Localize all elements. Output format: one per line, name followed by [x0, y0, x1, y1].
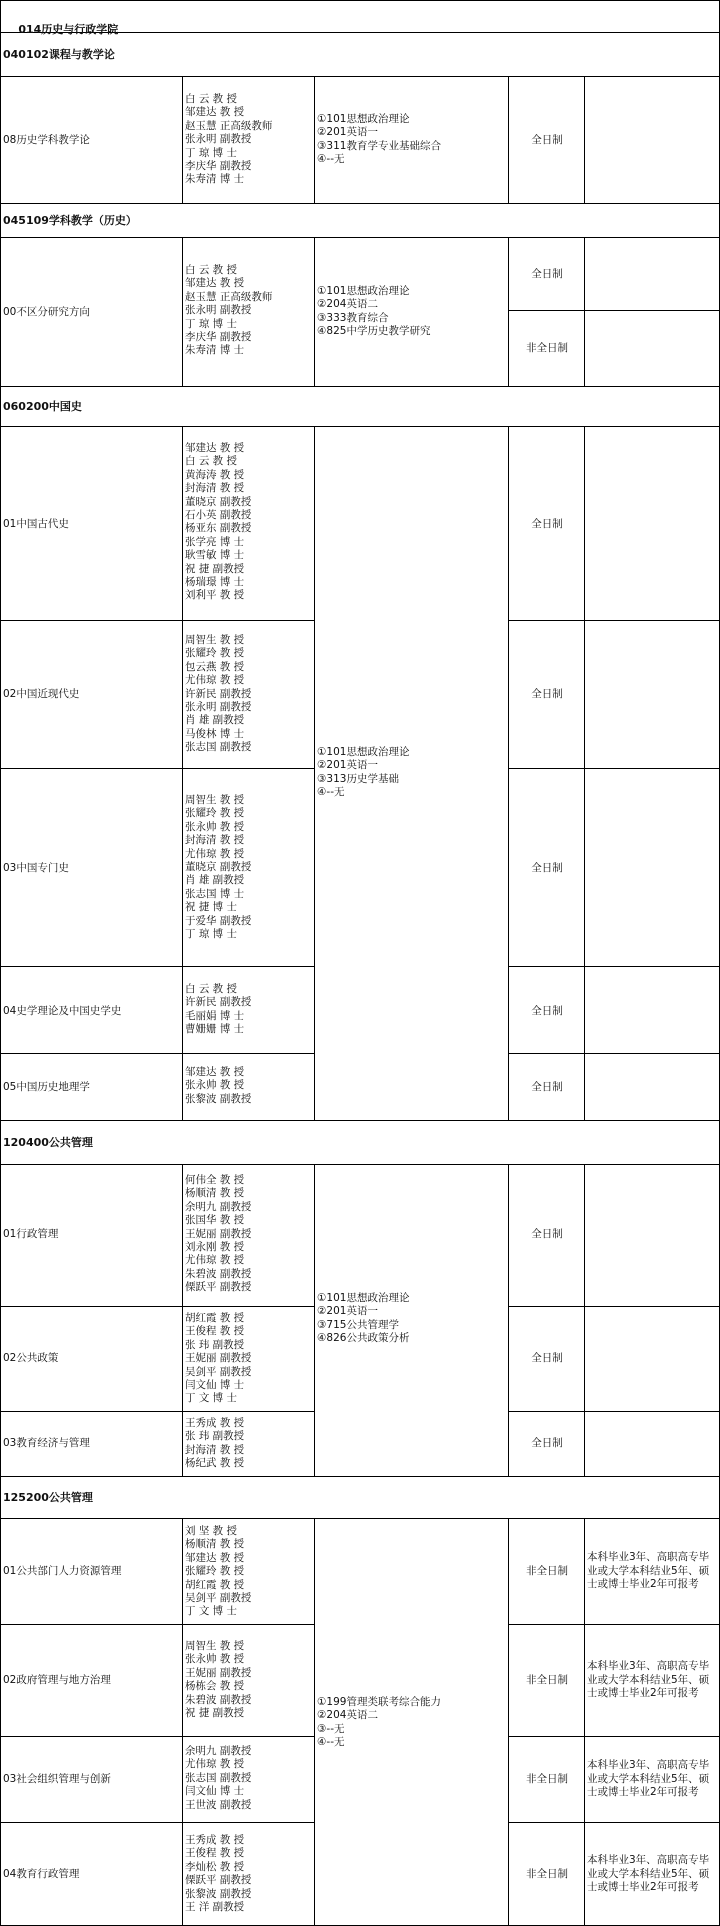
- row-divider: [0, 203, 720, 204]
- advisor-list: [185, 442, 251, 603]
- row-divider: [0, 386, 720, 387]
- row-divider: [0, 1306, 315, 1307]
- advisor: 杨亚东 副教授: [185, 522, 252, 535]
- advisor: 封海清 教 授: [185, 482, 245, 495]
- advisor: 李灿松 教 授: [185, 1860, 245, 1873]
- advisor: 耿雪敏 博 士: [185, 549, 245, 562]
- row-divider: [0, 768, 315, 769]
- advisor: 张永明 副教授: [185, 700, 252, 713]
- row-divider: [0, 966, 315, 967]
- advisor: 杨纪武 教 授: [185, 1457, 245, 1470]
- advisor: 杨顺清 教 授: [185, 1538, 245, 1551]
- column-divider: [314, 1164, 315, 1476]
- direction-name: 01行政管理: [3, 1228, 59, 1240]
- advisor: 张永明 副教授: [185, 304, 252, 317]
- remark: 本科毕业3年、高职高专毕业或大学本科结业5年、硕士或博士毕业2年可报考: [587, 1854, 710, 1893]
- advisor: 白 云 教 授: [185, 93, 238, 105]
- advisor: 尤伟琼 教 授: [185, 1758, 245, 1771]
- advisor: 王俊程 教 授: [185, 1325, 245, 1338]
- study-mode: 非全日制: [526, 1565, 568, 1577]
- advisor: 朱寿清 博 士: [185, 344, 245, 357]
- advisor: 石小英 副教授: [185, 508, 252, 521]
- direction-name: 02公共政策: [3, 1352, 59, 1364]
- advisor: 何伟全 教 授: [185, 1174, 245, 1186]
- advisor: 肖 雄 副教授: [185, 874, 245, 887]
- advisor: 王妮丽 副教授: [185, 1227, 252, 1240]
- advisor: 朱寿清 博 士: [185, 173, 245, 186]
- row-divider: [508, 1053, 719, 1054]
- advisor: 胡红霞 教 授: [185, 1312, 245, 1324]
- advisor: 尤伟琼 教 授: [185, 1254, 245, 1267]
- advisor: 马俊林 博 士: [185, 727, 245, 740]
- advisor: 黄海涛 教 授: [185, 468, 245, 481]
- advisor: 王俊程 教 授: [185, 1847, 245, 1860]
- row-divider: [0, 1120, 720, 1121]
- study-mode: 全日制: [531, 1005, 563, 1017]
- advisor: 傈跃平 副教授: [185, 1281, 252, 1294]
- advisor: 封海清 教 授: [185, 834, 245, 847]
- advisor: 王世波 副教授: [185, 1798, 252, 1811]
- exam-subject: ③--无: [317, 1722, 345, 1735]
- advisor: 尤伟琼 教 授: [185, 847, 245, 860]
- row-divider: [508, 1306, 719, 1307]
- column-divider: [182, 1518, 183, 1926]
- advisor-list: [185, 93, 272, 187]
- advisor: 刘利平 教 授: [185, 589, 245, 602]
- advisor-list: [185, 264, 272, 358]
- advisor: 丁 琼 博 士: [185, 317, 238, 330]
- direction-name: 01中国古代史: [3, 518, 69, 530]
- advisor: 张志国 副教授: [185, 1771, 252, 1784]
- row-divider: [0, 1624, 315, 1625]
- advisor: 余明九 副教授: [185, 1200, 252, 1213]
- advisor: 傈跃平 副教授: [185, 1874, 252, 1887]
- exam-subject: ②204英语二: [317, 1709, 378, 1722]
- exam-subject: ④826公共政策分析: [317, 1332, 410, 1345]
- advisor: 杨顺清 教 授: [185, 1187, 245, 1200]
- advisor: 王妮丽 副教授: [185, 1666, 252, 1679]
- column-divider: [182, 1164, 183, 1476]
- row-divider: [0, 1053, 315, 1054]
- advisor-list: [185, 1066, 251, 1106]
- study-mode: 非全日制: [526, 1674, 568, 1686]
- advisor: 白 云 教 授: [185, 264, 238, 276]
- direction-name: 03中国专门史: [3, 862, 69, 874]
- advisor-list: [185, 1525, 251, 1619]
- advisor: 于爱华 副教授: [185, 914, 252, 927]
- major-header: 120400公共管理: [3, 1136, 93, 1149]
- advisor: 肖 雄 副教授: [185, 714, 245, 727]
- major-header: 045109学科教学（历史）: [3, 214, 137, 227]
- exam-subject: ②201英语一: [317, 759, 378, 772]
- study-mode: 非全日制: [526, 1773, 568, 1785]
- advisor: 张永帅 教 授: [185, 1079, 245, 1092]
- direction-name: 05中国历史地理学: [3, 1081, 90, 1093]
- row-divider: [508, 620, 719, 621]
- direction-name: 03社会组织管理与创新: [3, 1773, 111, 1785]
- column-divider: [508, 237, 509, 386]
- column-divider: [314, 1518, 315, 1926]
- direction-name: 04史学理论及中国史学史: [3, 1005, 122, 1017]
- column-divider: [182, 426, 183, 1120]
- row-divider: [0, 426, 720, 427]
- row-divider: [508, 1411, 719, 1412]
- study-mode: 全日制: [531, 134, 563, 146]
- exam-subject: ④825中学历史教学研究: [317, 325, 431, 338]
- advisor: 董晓京 副教授: [185, 860, 252, 873]
- major-header: 060200中国史: [3, 400, 82, 413]
- advisor: 张耀玲 教 授: [185, 807, 245, 820]
- advisor: 许新民 副教授: [185, 687, 252, 700]
- advisor: 毛丽娟 博 士: [185, 1009, 245, 1022]
- advisor: 张 玮 副教授: [185, 1338, 245, 1351]
- advisor-list: [185, 1312, 251, 1406]
- advisor-list: [185, 1417, 244, 1471]
- advisor: 张国华 教 授: [185, 1214, 245, 1227]
- exam-subjects: [317, 746, 409, 800]
- advisor: 邹建达 教 授: [185, 277, 245, 290]
- advisor-list: [185, 794, 251, 941]
- advisor: 张黎波 副教授: [185, 1887, 252, 1900]
- row-divider: [508, 768, 719, 769]
- advisor: 吴剑平 副教授: [185, 1591, 252, 1604]
- advisor: 张永帅 教 授: [185, 1653, 245, 1666]
- advisor: 张学亮 博 士: [185, 535, 245, 548]
- row-divider: [0, 1164, 720, 1165]
- advisor: 白 云 教 授: [185, 983, 238, 995]
- exam-subject: ③311教育学专业基础综合: [317, 139, 441, 152]
- study-mode: 全日制: [531, 518, 563, 530]
- study-mode: 全日制: [531, 268, 563, 280]
- advisor-list: [185, 1745, 251, 1812]
- advisor: 张 玮 副教授: [185, 1430, 245, 1443]
- row-divider: [0, 1822, 315, 1823]
- column-divider: [508, 1518, 509, 1926]
- direction-name: 00不区分研究方向: [3, 306, 90, 318]
- column-divider: [584, 1518, 585, 1926]
- advisor-list: [185, 1834, 251, 1914]
- advisor: 胡红霞 教 授: [185, 1578, 245, 1591]
- column-divider: [584, 1164, 585, 1476]
- column-divider: [314, 237, 315, 386]
- advisor: 曹姗姗 博 士: [185, 1023, 245, 1036]
- exam-subject: ②201英语一: [317, 126, 378, 139]
- college-name: 历史与行政学院: [41, 22, 119, 36]
- college-header: [3, 9, 118, 50]
- advisor: 封海清 教 授: [185, 1443, 245, 1456]
- advisor-list: [185, 634, 251, 755]
- major-header: 125200公共管理: [3, 1491, 93, 1504]
- advisor: 张耀玲 教 授: [185, 647, 245, 660]
- advisor: 尤伟琼 教 授: [185, 674, 245, 687]
- exam-subject: ③715公共管理学: [317, 1318, 399, 1331]
- column-divider: [508, 1164, 509, 1476]
- advisor: 邹建达 教 授: [185, 106, 245, 119]
- advisor: 赵玉慧 正高级教师: [185, 119, 273, 132]
- advisor: 白 云 教 授: [185, 455, 238, 468]
- advisor: 王 洋 副教授: [185, 1900, 245, 1913]
- direction-name: 02中国近现代史: [3, 688, 80, 700]
- study-mode: 全日制: [531, 1081, 563, 1093]
- advisor: 张志国 副教授: [185, 741, 252, 754]
- advisor: 邹建达 教 授: [185, 1066, 245, 1078]
- study-mode: 全日制: [531, 688, 563, 700]
- college-code: 014: [18, 22, 42, 36]
- advisor: 张永明 副教授: [185, 133, 252, 146]
- advisor: 杨栋会 教 授: [185, 1680, 245, 1693]
- exam-subject: ①101思想政治理论: [317, 746, 410, 758]
- table-border-left: [0, 0, 1, 1926]
- advisor: 邹建达 教 授: [185, 1551, 245, 1564]
- advisor-list: [185, 983, 251, 1037]
- advisor: 许新民 副教授: [185, 996, 252, 1009]
- study-mode: 全日制: [531, 1228, 563, 1240]
- advisor: 王秀成 教 授: [185, 1834, 245, 1846]
- row-divider: [0, 237, 720, 238]
- exam-subjects: [317, 113, 441, 167]
- advisor: 祝 捷 博 士: [185, 901, 238, 914]
- advisor: 王妮丽 副教授: [185, 1352, 252, 1365]
- row-divider: [0, 1736, 315, 1737]
- column-divider: [182, 76, 183, 203]
- advisor: 王秀成 教 授: [185, 1417, 245, 1429]
- column-divider: [584, 237, 585, 386]
- advisor: 刘永刚 教 授: [185, 1240, 245, 1253]
- exam-subject: ①101思想政治理论: [317, 1292, 410, 1304]
- row-divider: [0, 1411, 315, 1412]
- direction-name: 02政府管理与地方治理: [3, 1674, 111, 1686]
- direction-name: 04教育行政管理: [3, 1868, 80, 1880]
- row-divider: [0, 620, 315, 621]
- study-mode: 全日制: [531, 1352, 563, 1364]
- advisor-list: [185, 1640, 251, 1720]
- advisor: 吴剑平 副教授: [185, 1365, 252, 1378]
- study-mode: 非全日制: [526, 1868, 568, 1880]
- exam-subject: ②204英语二: [317, 298, 378, 311]
- exam-subject: ①199管理类联考综合能力: [317, 1696, 441, 1708]
- advisor: 张黎波 副教授: [185, 1092, 252, 1105]
- advisor: 赵玉慧 正高级教师: [185, 290, 273, 303]
- major-header: 040102课程与教学论: [3, 48, 115, 61]
- advisor: 朱碧波 副教授: [185, 1693, 252, 1706]
- row-divider: [0, 76, 720, 77]
- advisor: 张志国 博 士: [185, 887, 245, 900]
- exam-subject: ③313历史学基础: [317, 772, 399, 785]
- row-divider: [508, 966, 719, 967]
- exam-subjects: [317, 1696, 441, 1750]
- exam-subject: ①101思想政治理论: [317, 113, 410, 125]
- remark: 本科毕业3年、高职高专毕业或大学本科结业5年、硕士或博士毕业2年可报考: [587, 1759, 710, 1798]
- row-divider: [0, 0, 720, 1]
- advisor: 杨瑞璟 博 士: [185, 575, 245, 588]
- advisor: 张耀玲 教 授: [185, 1565, 245, 1578]
- advisor: 周智生 教 授: [185, 1640, 245, 1652]
- advisor: 张永帅 教 授: [185, 820, 245, 833]
- advisor: 刘 坚 教 授: [185, 1525, 238, 1537]
- advisor: 朱碧波 副教授: [185, 1267, 252, 1280]
- advisor: 丁 文 博 士: [185, 1605, 238, 1618]
- advisor: 董晓京 副教授: [185, 495, 252, 508]
- column-divider: [314, 426, 315, 1120]
- exam-subject: ①101思想政治理论: [317, 285, 410, 297]
- advisor: 周智生 教 授: [185, 794, 245, 806]
- study-mode: 全日制: [531, 1437, 563, 1449]
- advisor: 李庆华 副教授: [185, 330, 252, 343]
- row-divider: [508, 1736, 719, 1737]
- exam-subjects: [317, 285, 430, 339]
- column-divider: [314, 76, 315, 203]
- mode-split-divider: [508, 310, 719, 311]
- exam-subject: ④--无: [317, 1736, 345, 1749]
- advisor: 丁 琼 博 士: [185, 146, 238, 159]
- advisor: 闫文仙 博 士: [185, 1785, 245, 1798]
- advisor: 李庆华 副教授: [185, 159, 252, 172]
- study-mode: 非全日制: [526, 342, 568, 354]
- study-mode: 全日制: [531, 862, 563, 874]
- direction-name: 03教育经济与管理: [3, 1437, 90, 1449]
- advisor: 邹建达 教 授: [185, 442, 245, 454]
- remark: 本科毕业3年、高职高专毕业或大学本科结业5年、硕士或博士毕业2年可报考: [587, 1660, 710, 1699]
- exam-subjects: [317, 1292, 409, 1346]
- direction-name: 01公共部门人力资源管理: [3, 1565, 122, 1577]
- row-divider: [0, 1476, 720, 1477]
- advisor: 丁 琼 博 士: [185, 927, 238, 940]
- exam-subject: ④--无: [317, 786, 345, 799]
- advisor: 周智生 教 授: [185, 634, 245, 646]
- advisor: 闫文仙 博 士: [185, 1378, 245, 1391]
- exam-subject: ②201英语一: [317, 1305, 378, 1318]
- row-divider: [508, 1624, 719, 1625]
- remark: 本科毕业3年、高职高专毕业或大学本科结业5年、硕士或博士毕业2年可报考: [587, 1551, 710, 1590]
- column-divider: [182, 237, 183, 386]
- exam-subject: ④--无: [317, 153, 345, 166]
- advisor-list: [185, 1174, 251, 1295]
- direction-name: 08历史学科教学论: [3, 134, 90, 146]
- row-divider: [0, 1518, 720, 1519]
- exam-subject: ③333教育综合: [317, 311, 389, 324]
- advisor: 祝 捷 副教授: [185, 562, 245, 575]
- row-divider: [508, 1822, 719, 1823]
- advisor: 余明九 副教授: [185, 1745, 252, 1757]
- advisor: 包云燕 教 授: [185, 660, 245, 673]
- advisor: 祝 捷 副教授: [185, 1706, 245, 1719]
- advisor: 丁 文 博 士: [185, 1392, 238, 1405]
